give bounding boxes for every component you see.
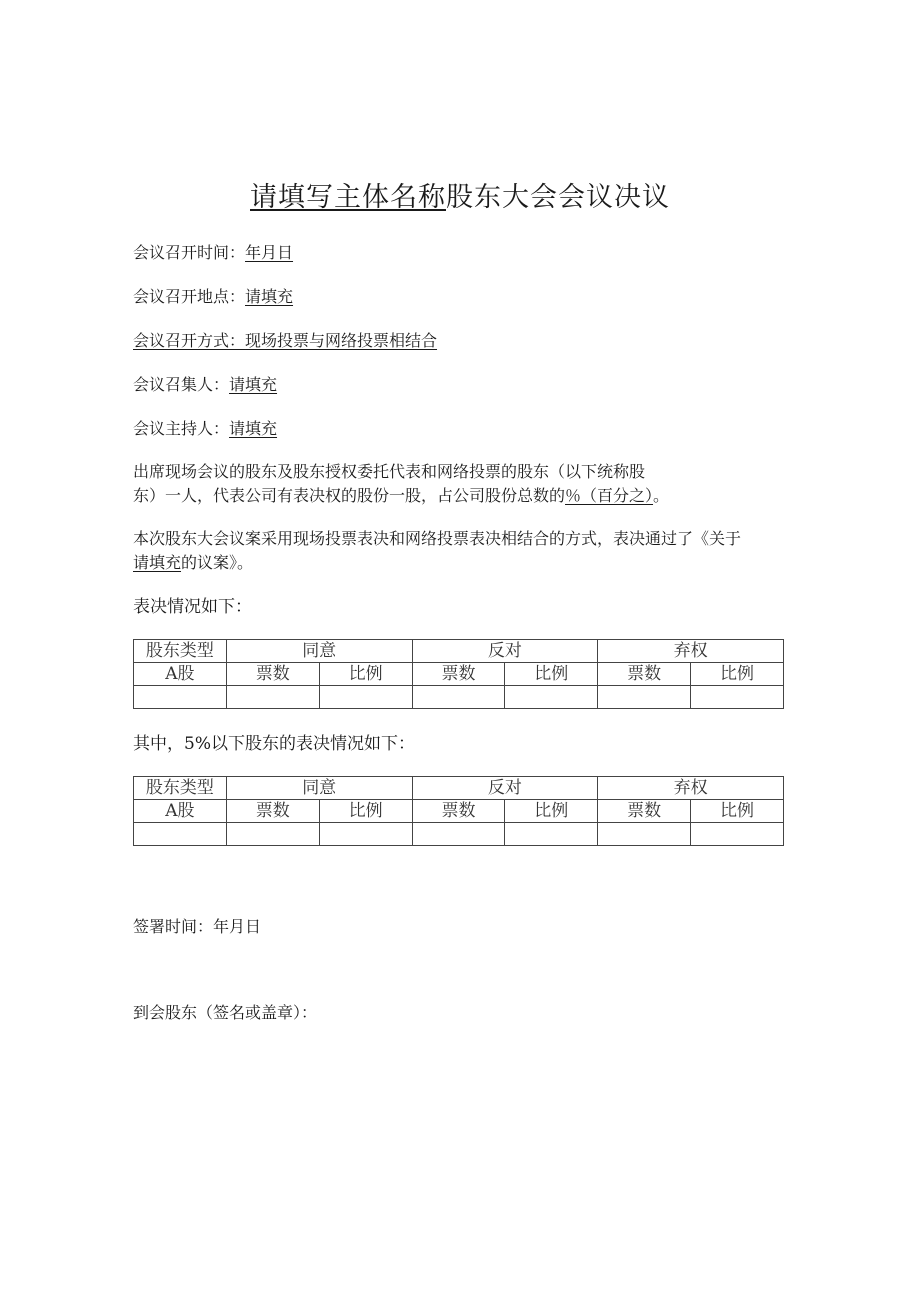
- header-oppose: 反对: [412, 640, 598, 663]
- table-cell: [598, 823, 691, 846]
- meeting-place-line: [133, 285, 293, 309]
- table-subheader-row: [134, 663, 784, 686]
- table-cell: [226, 823, 319, 846]
- resolution-line-2-end: 的议案》。: [181, 553, 254, 572]
- table-header-row: [134, 777, 784, 800]
- table-cell: [691, 686, 784, 709]
- attendance-line-1: 出席现场会议的股东及股东授权委托代表和网络投票的股东（以下统称股: [133, 462, 646, 481]
- attendance-paragraph: [133, 460, 788, 508]
- meeting-time-line: [133, 241, 293, 265]
- attendance-line-2-end: 。: [653, 486, 670, 505]
- title-rest: 股东大会会议决议: [446, 182, 670, 213]
- subheader-ratio: 比例: [505, 663, 598, 686]
- meeting-convener-value: 请填充: [229, 375, 278, 394]
- signing-time-label: 签署时间：: [133, 917, 214, 936]
- subheader-ratio: 比例: [505, 800, 598, 823]
- subheader-votes: 票数: [226, 663, 319, 686]
- table-cell: [134, 823, 227, 846]
- subheader-ratio: 比例: [691, 663, 784, 686]
- attendance-line-2-text: 东）一人，代表公司有表决权的股份一股，占公司股份总数的: [133, 486, 566, 505]
- resolution-line-1: 本次股东大会议案采用现场投票表决和网络投票表决相结合的方式，表决通过了《关于: [133, 529, 742, 548]
- resolution-paragraph: [133, 527, 788, 575]
- table-cell: [691, 823, 784, 846]
- subheader-votes: 票数: [412, 800, 505, 823]
- signing-time-value: 年月日: [213, 917, 262, 936]
- vote-table-minority: [133, 776, 784, 846]
- meeting-method-line: [133, 329, 437, 353]
- subheader-ratio: 比例: [691, 800, 784, 823]
- meeting-time-value: 年月日: [245, 243, 294, 262]
- document-title: [0, 178, 920, 218]
- attendance-percent: ％（百分之）: [565, 486, 654, 505]
- header-abstain: 弃权: [598, 777, 784, 800]
- title-subject-name: 请填写主体名称: [250, 182, 446, 213]
- subheader-ratio: 比例: [319, 800, 412, 823]
- header-agree: 同意: [226, 640, 412, 663]
- header-agree: 同意: [226, 777, 412, 800]
- subheader-votes: 票数: [412, 663, 505, 686]
- subheader-ratio: 比例: [319, 663, 412, 686]
- resolution-line-2: [133, 551, 788, 575]
- table1-heading: 表决情况如下：: [133, 597, 252, 617]
- table-cell: [226, 686, 319, 709]
- header-oppose: 反对: [412, 777, 598, 800]
- table-subheader-row: [134, 800, 784, 823]
- subheader-a-shares: A股: [134, 663, 227, 686]
- table2-heading: 其中，5%以下股东的表决情况如下：: [133, 734, 415, 754]
- table-cell: [412, 686, 505, 709]
- meeting-time-label: 会议召开时间：: [133, 243, 246, 262]
- signing-time-line: [133, 915, 261, 939]
- subheader-votes: 票数: [598, 663, 691, 686]
- table-cell: [412, 823, 505, 846]
- header-shareholder-type: 股东类型: [134, 640, 227, 663]
- subheader-votes: 票数: [226, 800, 319, 823]
- resolution-fill: 请填充: [133, 553, 182, 572]
- table-cell: [134, 686, 227, 709]
- meeting-convener-label: 会议召集人：: [133, 375, 230, 394]
- meeting-host-line: [133, 417, 277, 441]
- table-cell: [505, 823, 598, 846]
- subheader-a-shares: A股: [134, 800, 227, 823]
- table-cell: [505, 686, 598, 709]
- meeting-place-label: 会议召开地点：: [133, 287, 246, 306]
- subheader-votes: 票数: [598, 800, 691, 823]
- header-abstain: 弃权: [598, 640, 784, 663]
- header-shareholder-type: 股东类型: [134, 777, 227, 800]
- table-cell: [319, 686, 412, 709]
- table-header-row: [134, 640, 784, 663]
- vote-table-all: [133, 639, 784, 709]
- table-row: [134, 823, 784, 846]
- meeting-host-value: 请填充: [229, 419, 278, 438]
- table-cell: [598, 686, 691, 709]
- attendance-line-2: [133, 484, 788, 508]
- meeting-place-value: 请填充: [245, 287, 294, 306]
- shareholders-signature-line: 到会股东（签名或盖章）：: [133, 1003, 318, 1022]
- table-row: [134, 686, 784, 709]
- meeting-host-label: 会议主持人：: [133, 419, 230, 438]
- meeting-convener-line: [133, 373, 277, 397]
- meeting-method-value: 现场投票与网络投票相结合: [245, 331, 438, 350]
- table-cell: [319, 823, 412, 846]
- meeting-method-label: 会议召开方式：: [133, 331, 246, 350]
